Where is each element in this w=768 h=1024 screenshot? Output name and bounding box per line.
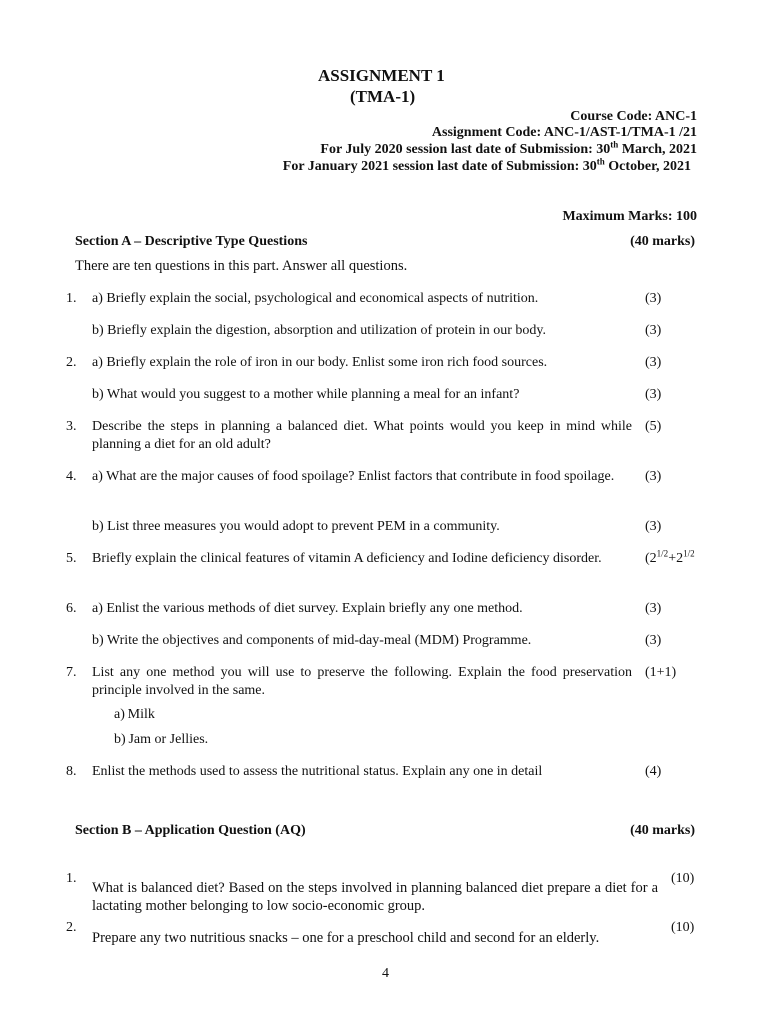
question-marks: (3)	[645, 633, 662, 648]
question-marks: (3)	[645, 387, 662, 402]
question-number: 1.	[66, 291, 77, 306]
marks-part-a: (2	[645, 551, 657, 566]
section-a-instruction: There are ten questions in this part. Answer all questions.	[75, 258, 408, 274]
jan-deadline-sup: th	[596, 156, 605, 167]
assignment-title: ASSIGNMENT 1	[318, 66, 445, 85]
question-marks: (5)	[645, 419, 662, 434]
question-text: Describe the steps in planning a balanced diet. What points would you keep in mind while planning a diet for an old adult?	[92, 419, 632, 452]
july-deadline-prefix: For July 2020 session last date of Submission: 30	[320, 142, 611, 157]
question-text: b) Briefly explain the digestion, absorption and utilization of protein in our body.	[92, 323, 547, 338]
jan-deadline-prefix: For January 2021 session last date of Submission: 30	[282, 159, 597, 174]
course-code: Course Code: ANC-1	[570, 109, 697, 124]
question-marks: (1+1)	[645, 665, 677, 680]
question-number: 6.	[66, 601, 77, 616]
question-text: Prepare any two nutritious snacks – one for a preschool child and second for an elderly.	[92, 930, 600, 946]
question-text: What is balanced diet? Based on the steps involved in planning balanced diet prepare a diet for a lactating mother belonging to low socio-economic group.	[92, 880, 658, 914]
question-marks: (4)	[645, 764, 662, 779]
question-marks: (10)	[671, 920, 695, 935]
assignment-code: Assignment Code: ANC-1/AST-1/TMA-1 /21	[431, 125, 697, 140]
jan-deadline-suffix: October, 2021	[604, 159, 691, 174]
question-text: a) Briefly explain the social, psychological and economical aspects of nutrition.	[92, 291, 539, 306]
july-session-deadline	[320, 139, 697, 158]
question-number: 4.	[66, 469, 77, 484]
question-number: 8.	[66, 764, 77, 779]
july-deadline-sup: th	[610, 139, 619, 150]
question-marks: (3)	[645, 291, 662, 306]
question-number: 2.	[66, 355, 77, 370]
question-text: b) List three measures you would adopt to prevent PEM in a community.	[92, 519, 500, 534]
question-text: b) Write the objectives and components of mid-day-meal (MDM) Programme.	[92, 633, 532, 648]
question-text: Briefly explain the clinical features of vitamin A deficiency and Iodine deficiency disorder.	[92, 551, 602, 566]
section-b-title: Section B – Application Question (AQ)	[75, 823, 306, 838]
question-number: 5.	[66, 551, 77, 566]
page-number: 4	[382, 966, 389, 981]
question-text: Enlist the methods used to assess the nutritional status. Explain any one in detail	[92, 764, 543, 779]
marks-part-b: +2	[668, 551, 684, 566]
question-marks: (3)	[645, 355, 662, 370]
question-marks	[645, 550, 695, 568]
question-number: 7.	[66, 665, 77, 680]
maximum-marks: Maximum Marks: 100	[562, 209, 697, 224]
question-marks: (3)	[645, 519, 662, 534]
section-b-marks: (40 marks)	[630, 823, 695, 838]
question-number: 1.	[66, 871, 77, 886]
july-deadline-suffix: March, 2021	[618, 142, 697, 157]
sub-item-milk: a) Milk	[114, 707, 155, 722]
question-marks: (10)	[671, 871, 695, 886]
question-number: 3.	[66, 419, 77, 434]
section-a-marks: (40 marks)	[630, 234, 695, 249]
question-number: 2.	[66, 920, 77, 935]
question-marks: (3)	[645, 469, 662, 484]
question-marks: (3)	[645, 323, 662, 338]
question-marks: (3)	[645, 601, 662, 616]
marks-sup-2: 1/2	[683, 548, 695, 559]
marks-sup-1: 1/2	[656, 548, 669, 559]
assignment-subtitle: (TMA-1)	[350, 87, 416, 106]
january-session-deadline	[282, 156, 691, 175]
question-text: a) Enlist the various methods of diet survey. Explain briefly any one method.	[92, 601, 523, 616]
section-a-title: Section A – Descriptive Type Questions	[75, 234, 308, 249]
question-text: a) What are the major causes of food spoilage? Enlist factors that contribute in food spoilage.	[92, 469, 615, 484]
question-text: b) What would you suggest to a mother while planning a meal for an infant?	[92, 387, 520, 402]
question-text: a) Briefly explain the role of iron in our body. Enlist some iron rich food sources.	[92, 355, 548, 370]
sub-item-jam: b) Jam or Jellies.	[114, 732, 209, 747]
question-text: List any one method you will use to preserve the following. Explain the food preservation principle involved in the same.	[92, 665, 632, 698]
